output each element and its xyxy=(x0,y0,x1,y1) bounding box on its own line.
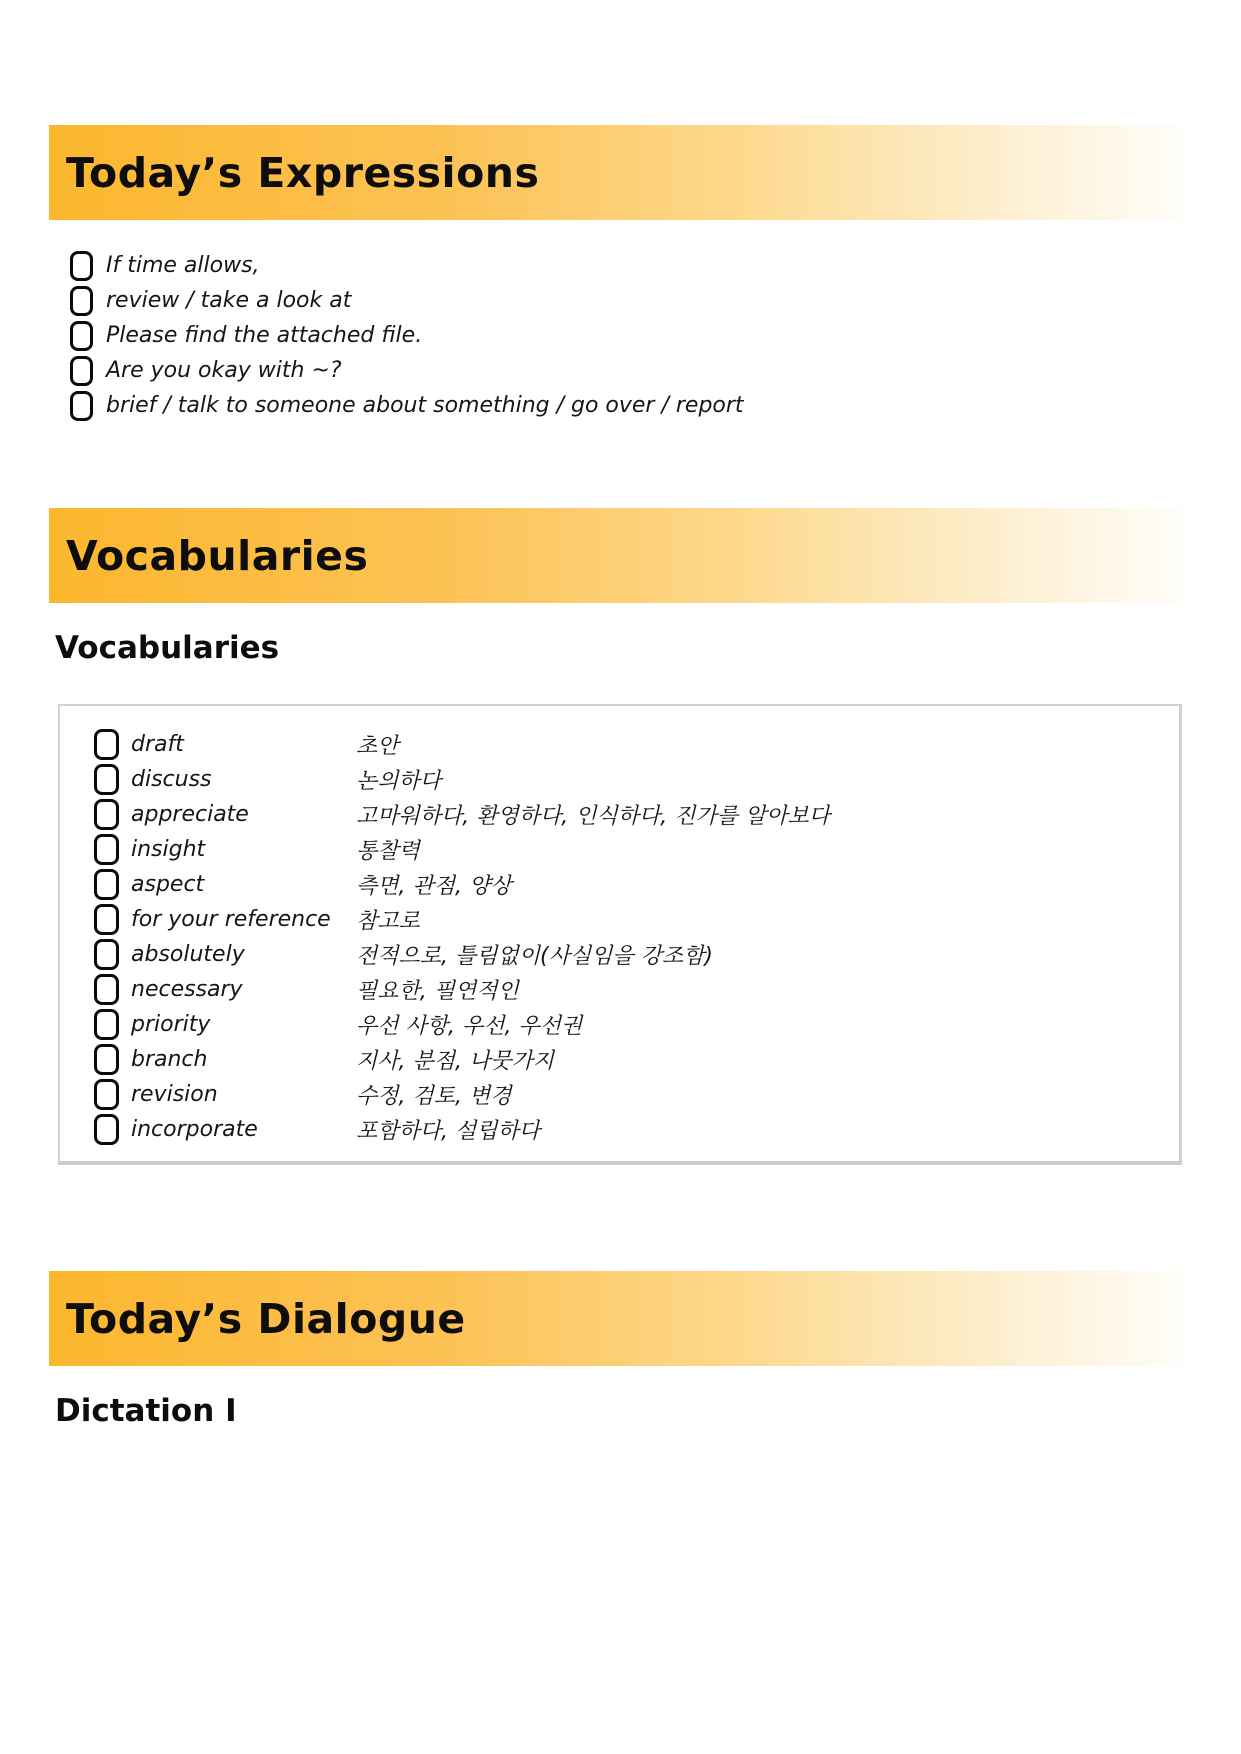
vocab-meaning: 초안 xyxy=(356,734,399,759)
vocab-term: revision xyxy=(131,1082,218,1107)
checkbox-icon[interactable] xyxy=(70,356,93,386)
vocabularies-subheading: Vocabularies xyxy=(55,630,280,666)
vocab-item xyxy=(94,937,1159,972)
expression-item-label: brief / talk to someone about something / go over / report xyxy=(106,393,744,418)
vocab-item xyxy=(94,762,1159,797)
vocab-meaning: 우선 사항, 우선, 우선권 xyxy=(356,1014,583,1039)
checkbox-icon[interactable] xyxy=(70,321,93,351)
vocab-item xyxy=(94,1042,1159,1077)
vocab-item xyxy=(94,832,1159,867)
vocab-meaning: 통찰력 xyxy=(356,839,420,864)
vocab-term: branch xyxy=(131,1047,208,1072)
dialogue-section-title: Today’s Dialogue xyxy=(66,1294,466,1343)
vocab-item xyxy=(94,1112,1159,1147)
vocabularies-section-title: Vocabularies xyxy=(66,531,369,580)
vocab-item xyxy=(94,902,1159,937)
vocab-item xyxy=(94,972,1159,1007)
section-spacer xyxy=(49,423,1190,508)
expressions-section-banner xyxy=(49,125,1190,220)
dictation-subheading: Dictation I xyxy=(55,1393,237,1429)
expression-item-label: review / take a look at xyxy=(106,288,352,313)
vocab-meaning: 필요한, 필연적인 xyxy=(356,979,519,1004)
vocab-meaning: 전적으로, 틀림없이(사실임을 강조함) xyxy=(356,944,713,969)
checkbox-icon[interactable] xyxy=(94,834,119,865)
vocab-item xyxy=(94,1077,1159,1112)
checkbox-icon[interactable] xyxy=(94,869,119,900)
vocabularies-section-banner xyxy=(49,508,1190,603)
checkbox-icon[interactable] xyxy=(94,939,119,970)
vocab-meaning: 수정, 검토, 변경 xyxy=(356,1084,512,1109)
vocab-term: appreciate xyxy=(131,802,249,827)
vocab-term: for your reference xyxy=(131,907,331,932)
expression-item xyxy=(70,283,1190,318)
checkbox-icon[interactable] xyxy=(94,1009,119,1040)
vocab-meaning: 측면, 관점, 양상 xyxy=(356,874,512,899)
expression-item-label: Are you okay with ~? xyxy=(106,358,342,383)
checkbox-icon[interactable] xyxy=(94,1114,119,1145)
checkbox-icon[interactable] xyxy=(94,729,119,760)
vocab-meaning: 지사, 분점, 나뭇가지 xyxy=(356,1049,554,1074)
vocab-term: draft xyxy=(131,732,184,757)
checkbox-icon[interactable] xyxy=(94,974,119,1005)
vocab-meaning: 논의하다 xyxy=(356,769,442,794)
vocab-meaning: 고마워하다, 환영하다, 인식하다, 진가를 알아보다 xyxy=(356,804,830,829)
vocab-item xyxy=(94,727,1159,762)
expression-item-label: If time allows, xyxy=(106,253,260,278)
checkbox-icon[interactable] xyxy=(94,799,119,830)
vocab-term: insight xyxy=(131,837,206,862)
expressions-checklist xyxy=(70,248,1190,423)
expressions-section-title: Today’s Expressions xyxy=(66,148,540,197)
vocab-term: absolutely xyxy=(131,942,245,967)
vocab-item xyxy=(94,797,1159,832)
expression-item xyxy=(70,248,1190,283)
expression-item xyxy=(70,318,1190,353)
section-spacer xyxy=(49,1165,1190,1271)
vocabulary-box xyxy=(58,704,1182,1165)
vocab-term: necessary xyxy=(131,977,243,1002)
dialogue-section-banner xyxy=(49,1271,1190,1366)
expression-item xyxy=(70,353,1190,388)
vocab-term: discuss xyxy=(131,767,212,792)
vocab-term: incorporate xyxy=(131,1117,258,1142)
vocab-item xyxy=(94,867,1159,902)
checkbox-icon[interactable] xyxy=(70,391,93,421)
expression-item xyxy=(70,388,1190,423)
checkbox-icon[interactable] xyxy=(94,764,119,795)
checkbox-icon[interactable] xyxy=(70,286,93,316)
vocab-term: aspect xyxy=(131,872,205,897)
expression-item-label: Please find the attached file. xyxy=(106,323,423,348)
checkbox-icon[interactable] xyxy=(94,1079,119,1110)
checkbox-icon[interactable] xyxy=(94,904,119,935)
checkbox-icon[interactable] xyxy=(94,1044,119,1075)
vocab-meaning: 참고로 xyxy=(356,909,420,934)
vocab-item xyxy=(94,1007,1159,1042)
vocab-term: priority xyxy=(131,1012,211,1037)
vocab-meaning: 포함하다, 설립하다 xyxy=(356,1119,541,1144)
checkbox-icon[interactable] xyxy=(70,251,93,281)
